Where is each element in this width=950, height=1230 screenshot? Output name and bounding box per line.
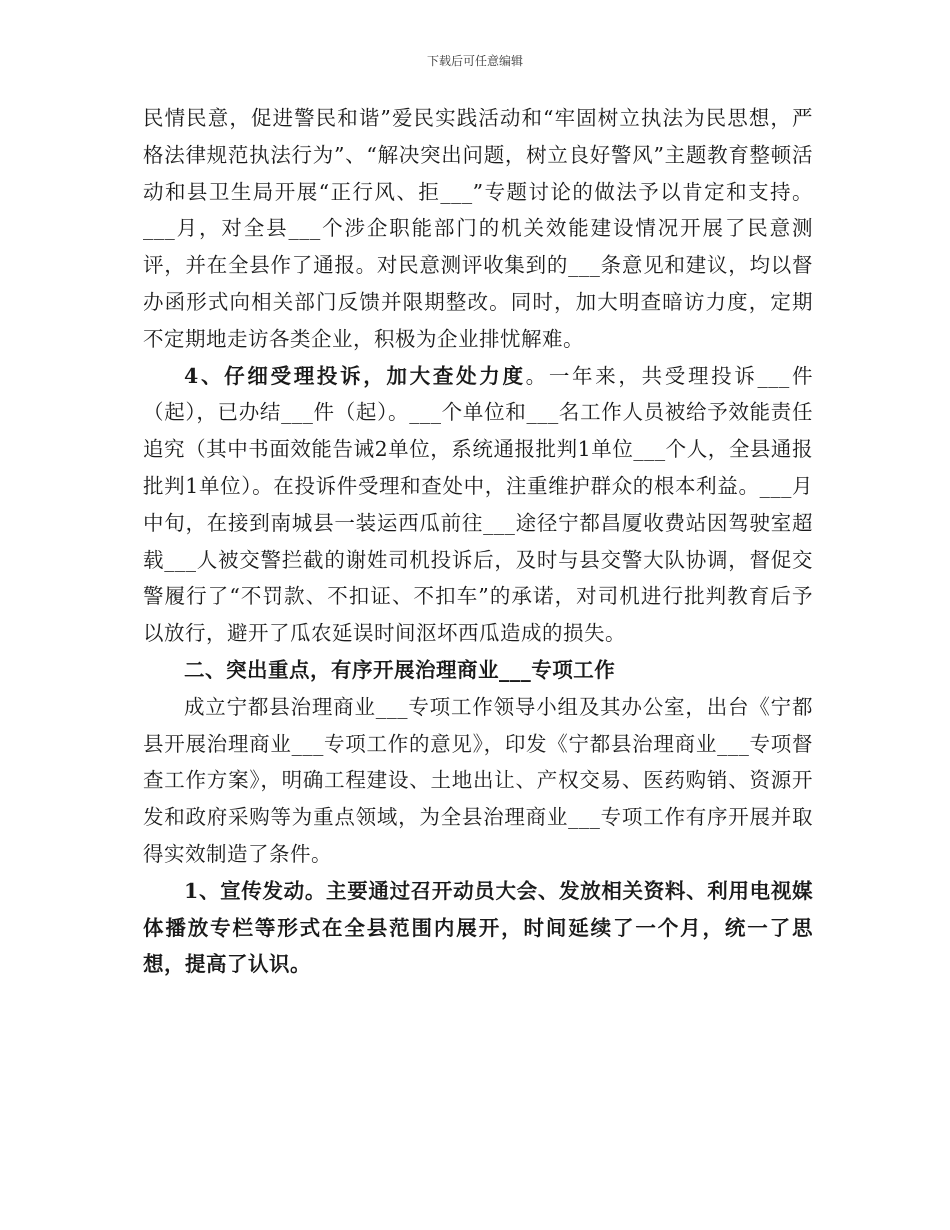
paragraph-lead-bold: 4、仔细受理投诉，加大查处力度	[184, 363, 526, 388]
document-body	[143, 100, 813, 983]
paragraph-publicity: 1、宣传发动。主要通过召开动员大会、发放相关资料、利用电视媒体播放专栏等形式在全县范围内展开，时间延续了一个月，统一了思想，提高了认识。	[143, 878, 813, 977]
paragraph-leadership-group: 成立宁都县治理商业___专项工作领导小组及其办公室，出台《宁都县开展治理商业___专项工作的意见》，印发《宁都县治理商业___专项督查工作方案》，明确工程建设、土地出让、产权交易、医药购销、资源开发和政府采购等为重点领域，为全县治理商业___专项工作有序开展并取得实效制造了条件。	[143, 694, 813, 866]
paragraph-continued: 民情民意，促进警民和谐”爱民实践活动和“牢固树立执法为民思想，严格法律规范执法行为”、“解决突出问题，树立良好警风”主题教育整顿活动和县卫生局开展“正行风、拒___”专题讨论的做法予以肯定和支持。___月，对全县___个涉企职能部门的机关效能建设情况开展了民意测评，并在全县作了通报。对民意测评收集到的___条意见和建议，均以督办函形式向相关部门反馈并限期整改。同时，加大明查暗访力度，定期不定期地走访各类企业，积极为企业排忧解难。	[143, 106, 813, 351]
section-heading: 二、突出重点，有序开展治理商业___专项工作	[184, 657, 616, 682]
paragraph-complaints	[143, 358, 813, 652]
page-header: 下载后可任意编辑	[426, 54, 523, 68]
paragraph-body: 。一年来，共受理投诉___件（起），已办结___件（起）。___个单位和___名工作人员被给予效能责任追究（其中书面效能告诫2单位，系统通报批判1单位___个人，全县通报批判1单位）。在投诉件受理和查处中，注重维护群众的根本利益。___月中旬，在接到南城县一装运西瓜前往___途径宁都昌厦收费站因驾驶室超载___人被交警拦截的谢姓司机投诉后，及时与县交警大队协调，督促交警履行了“不罚款、不扣证、不扣车”的承诺，对司机进行批判教育后予以放行，避开了瓜农延误时间沤坏西瓜造成的损失。	[143, 363, 813, 646]
